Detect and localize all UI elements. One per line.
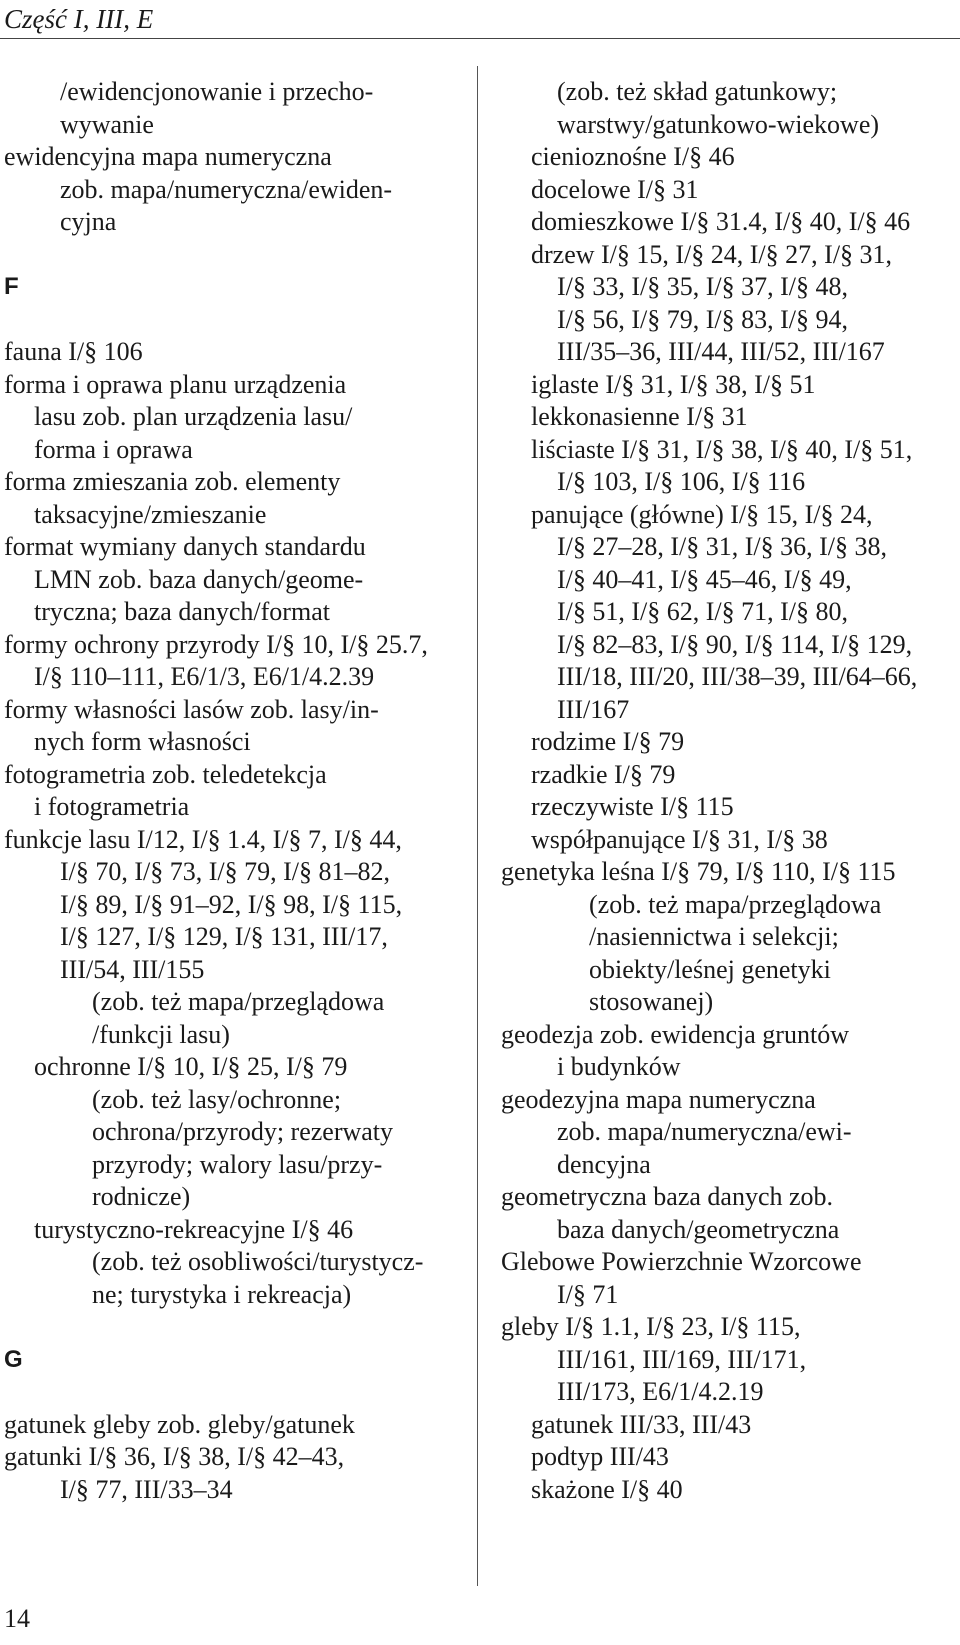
- index-entry-line: I/§ 127, I/§ 129, I/§ 131, III/17,: [60, 922, 388, 951]
- running-head: Część I, III, E: [4, 4, 154, 34]
- index-entry-line: domieszkowe I/§ 31.4, I/§ 40, I/§ 46: [531, 207, 911, 236]
- index-entry-line: forma i oprawa planu urządzenia: [4, 369, 347, 399]
- index-entry-line: rodnicze): [92, 1182, 191, 1211]
- section-letter: F: [4, 273, 19, 300]
- index-entry-line: wywanie: [60, 109, 154, 139]
- index-entry-line: lasu zob. plan urządzenia lasu/: [34, 402, 353, 431]
- index-entry-line: III/167: [557, 694, 630, 724]
- index-entry-line: (zob. też mapa/przeglądowa: [589, 889, 882, 919]
- index-entry-line: gatunki I/§ 36, I/§ 38, I/§ 42–43,: [4, 1442, 345, 1471]
- index-entry-line: lekkonasienne I/§ 31: [531, 402, 748, 431]
- index-entry-line: I/§ 103, I/§ 106, I/§ 116: [557, 467, 806, 496]
- index-column-left: [0, 76, 466, 1506]
- index-entry-line: formy ochrony przyrody I/§ 10, I/§ 25.7,: [4, 629, 428, 659]
- index-entry-line: zob. mapa/numeryczna/ewi-: [557, 1117, 852, 1146]
- index-entry-line: tryczna; baza danych/format: [34, 597, 330, 626]
- index-entry-line: fotogrametria zob. teledetekcja: [4, 759, 327, 789]
- index-entry-line: drzew I/§ 15, I/§ 24, I/§ 27, I/§ 31,: [531, 239, 893, 269]
- index-entry-line: turystyczno-rekreacyjne I/§ 46: [34, 1214, 354, 1244]
- section-letter: G: [4, 1345, 23, 1373]
- index-entry-line: obiekty/leśnej genetyki: [589, 954, 831, 984]
- index-entry-line: ne; turystyka i rekreacja): [92, 1279, 352, 1309]
- index-entry-line: I/§ 70, I/§ 73, I/§ 79, I/§ 81–82,: [60, 857, 391, 886]
- index-entry-line: podtyp III/43: [531, 1442, 669, 1471]
- index-entry-line: warstwy/gatunkowo-wiekowe): [557, 109, 880, 139]
- index-entry-line: (zob. też osobliwości/turystycz-: [92, 1247, 424, 1276]
- index-entry-line: skażone I/§ 40: [531, 1474, 683, 1504]
- blank-line: [0, 1376, 466, 1409]
- index-entry-line: I/§ 40–41, I/§ 45–46, I/§ 49,: [557, 564, 852, 594]
- index-entry-line: gatunek III/33, III/43: [531, 1409, 752, 1439]
- index-entry-line: taksacyjne/zmieszanie: [34, 499, 267, 529]
- index-entry-line: ochronne I/§ 10, I/§ 25, I/§ 79: [34, 1052, 348, 1081]
- index-entry-line: I/§ 71: [557, 1279, 619, 1309]
- index-entry-line: /nasiennictwa i selekcji;: [589, 922, 839, 951]
- index-entry-line: ochrona/przyrody; rezerwaty: [92, 1117, 394, 1146]
- index-entry-line: gleby I/§ 1.1, I/§ 23, I/§ 115,: [501, 1312, 801, 1341]
- index-entry-line: geometryczna baza danych zob.: [501, 1182, 834, 1211]
- index-entry-line: nych form własności: [34, 727, 251, 756]
- blank-line: [0, 239, 466, 272]
- index-entry-line: genetyka leśna I/§ 79, I/§ 110, I/§ 115: [501, 857, 896, 886]
- index-entry-line: stosowanej): [589, 987, 714, 1016]
- index-entry-line: cienioznośne I/§ 46: [531, 142, 735, 171]
- index-entry-line: funkcje lasu I/12, I/§ 1.4, I/§ 7, I/§ 44,: [4, 824, 402, 854]
- index-entry-line: rzeczywiste I/§ 115: [531, 792, 734, 821]
- index-entry-line: I/§ 56, I/§ 79, I/§ 83, I/§ 94,: [557, 304, 849, 334]
- index-entry-line: I/§ 77, III/33–34: [60, 1474, 233, 1504]
- index-entry-line: formy własności lasów zob. lasy/in-: [4, 694, 379, 724]
- index-entry-line: I/§ 27–28, I/§ 31, I/§ 36, I/§ 38,: [557, 532, 888, 561]
- index-entry-line: III/18, III/20, III/38–39, III/64–66,: [557, 662, 918, 691]
- index-entry-line: i fotogrametria: [34, 792, 190, 821]
- index-entry-line: (zob. też lasy/ochronne;: [92, 1084, 342, 1114]
- index-entry-line: I/§ 82–83, I/§ 90, I/§ 114, I/§ 129,: [557, 629, 913, 659]
- index-entry-line: III/54, III/155: [60, 954, 205, 984]
- index-entry-line: III/173, E6/1/4.2.19: [557, 1377, 764, 1406]
- index-entry-line: gatunek gleby zob. gleby/gatunek: [4, 1409, 355, 1439]
- index-entry-line: przyrody; walory lasu/przy-: [92, 1149, 383, 1179]
- index-entry-line: liściaste I/§ 31, I/§ 38, I/§ 40, I/§ 51,: [531, 434, 913, 464]
- page-number: 14: [4, 1604, 30, 1633]
- blank-line: [0, 304, 466, 337]
- index-entry-line: zob. mapa/numeryczna/ewiden-: [60, 174, 393, 204]
- index-entry-line: format wymiany danych standardu: [4, 532, 366, 561]
- column-divider: [477, 66, 478, 1586]
- index-entry-line: rzadkie I/§ 79: [531, 759, 676, 789]
- blank-line: [0, 1311, 466, 1344]
- index-entry-line: baza danych/geometryczna: [557, 1214, 840, 1244]
- index-entry-line: I/§ 33, I/§ 35, I/§ 37, I/§ 48,: [557, 272, 849, 301]
- index-entry-line: (zob. też mapa/przeglądowa: [92, 987, 385, 1016]
- index-entry-line: Glebowe Powierzchnie Wzorcowe: [501, 1247, 862, 1276]
- index-entry-line: rodzime I/§ 79: [531, 727, 685, 756]
- index-entry-line: geodezja zob. ewidencja gruntów: [501, 1019, 849, 1049]
- index-entry-line: forma i oprawa: [34, 434, 193, 464]
- index-entry-line: I/§ 110–111, E6/1/3, E6/1/4.2.39: [34, 662, 375, 691]
- index-entry-line: cyjna: [60, 207, 117, 236]
- index-entry-line: docelowe I/§ 31: [531, 174, 699, 204]
- index-entry-line: forma zmieszania zob. elementy: [4, 467, 341, 496]
- index-entry-line: dencyjna: [557, 1149, 651, 1179]
- index-entry-line: iglaste I/§ 31, I/§ 38, I/§ 51: [531, 369, 816, 399]
- index-entry-line: I/§ 89, I/§ 91–92, I/§ 98, I/§ 115,: [60, 889, 403, 919]
- index-entry-line: (zob. też skład gatunkowy;: [557, 77, 838, 106]
- index-entry-line: /ewidencjonowanie i przecho-: [60, 77, 374, 106]
- index-entry-line: ewidencyjna mapa numeryczna: [4, 142, 332, 171]
- index-entry-line: /funkcji lasu): [92, 1019, 230, 1049]
- index-entry-line: I/§ 51, I/§ 62, I/§ 71, I/§ 80,: [557, 597, 849, 626]
- index-entry-line: fauna I/§ 106: [4, 337, 143, 366]
- index-entry-line: współpanujące I/§ 31, I/§ 38: [531, 824, 828, 854]
- header-rule: [0, 38, 960, 39]
- index-entry-line: geodezyjna mapa numeryczna: [501, 1084, 816, 1114]
- index-entry-line: LMN zob. baza danych/geome-: [34, 564, 364, 594]
- index-entry-line: i budynków: [557, 1052, 681, 1081]
- index-column-right: [497, 76, 953, 1506]
- index-entry-line: III/161, III/169, III/171,: [557, 1344, 807, 1374]
- index-entry-line: III/35–36, III/44, III/52, III/167: [557, 337, 885, 366]
- index-entry-line: panujące (główne) I/§ 15, I/§ 24,: [531, 499, 873, 529]
